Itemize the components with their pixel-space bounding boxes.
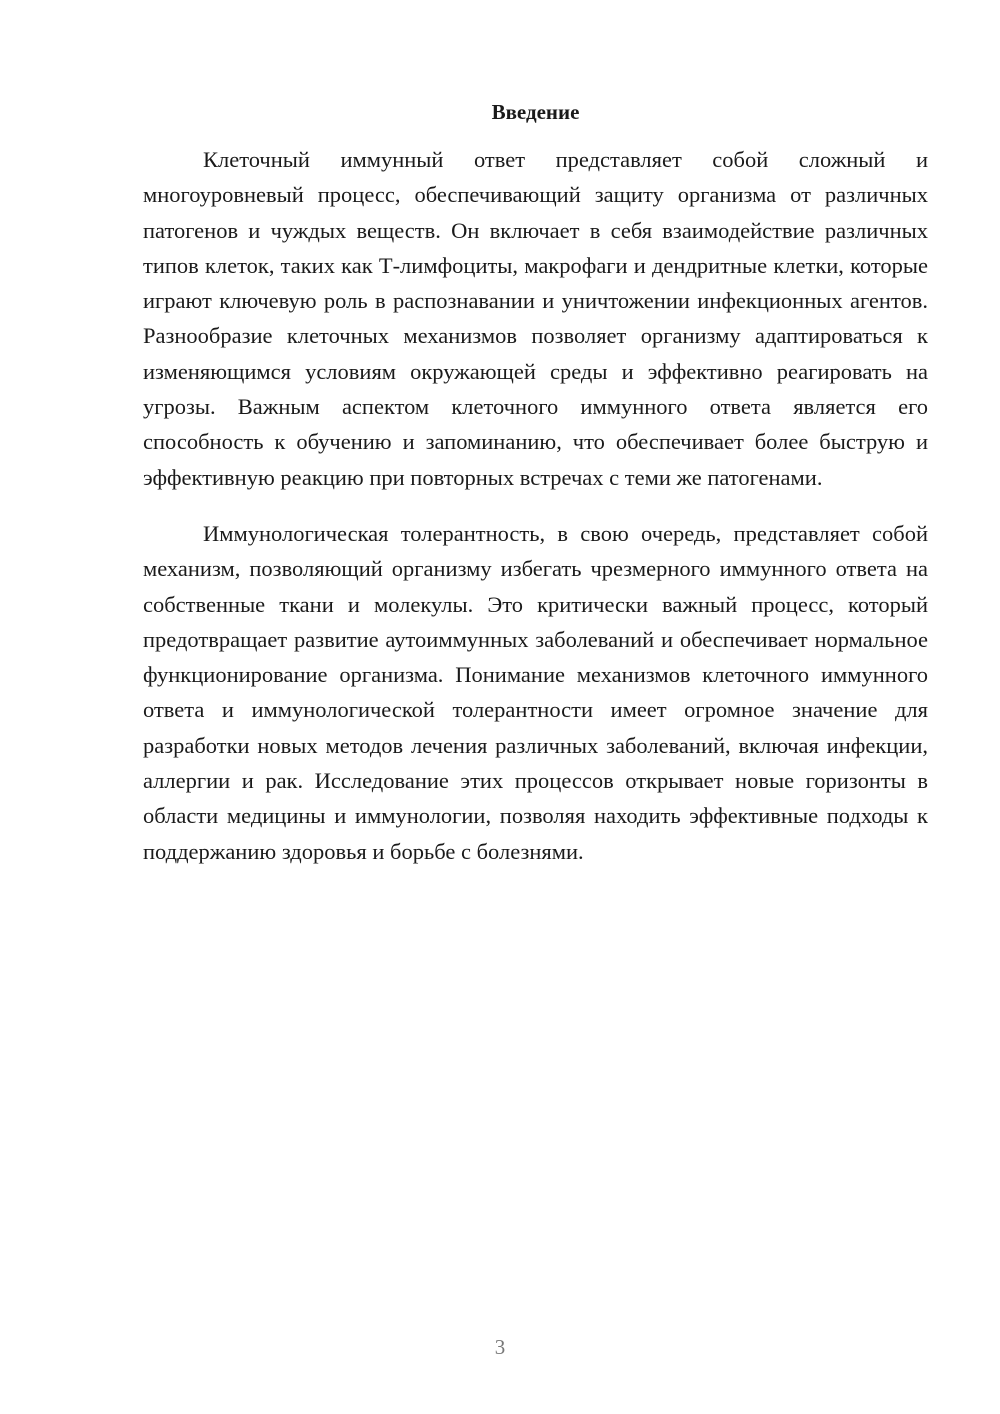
paragraph-immunological-tolerance: Иммунологическая толерантность, в свою очередь, представляет собой механизм, позволяющий организму избегать чрезмерного иммунного ответа на собственные ткани и молекулы. Это критически важный процесс, который предотвращает развитие аутоиммунных заболеваний и обеспечивает нормальное функционирование организма. Понимание механизмов клеточного иммунного ответа и иммунологической толерантности имеет огромное значение для разработки новых методов лечения различных заболеваний, включая инфекции, аллергии и рак. Исследование этих процессов открывает новые горизонты в области медицины и иммунологии, позволяя находить эффективные подходы к поддержанию здоровья и борьбе с болезнями. xyxy=(143,520,928,864)
body-text xyxy=(143,142,928,869)
paragraph-cellular-immune-response: Клеточный иммунный ответ представляет собой сложный и многоуровневый процесс, обеспечивающий защиту организма от различных патогенов и чуждых веществ. Он включает в себя взаимодействие различных типов клеток, таких как Т-лимфоциты, макрофаги и дендритные клетки, которые играют ключевую роль в распознавании и уничтожении инфекционных агентов. Разнообразие клеточных механизмов позволяет организму адаптироваться к изменяющимся условиям окружающей среды и эффективно реагировать на угрозы. Важным аспектом клеточного иммунного ответа является его способность к обучению и запоминанию, что обеспечивает более быструю и эффективную реакцию при повторных встречах с теми же патогенами. xyxy=(143,147,928,490)
page-number: 3 xyxy=(494,1335,506,1359)
section-title: Введение xyxy=(491,100,580,124)
